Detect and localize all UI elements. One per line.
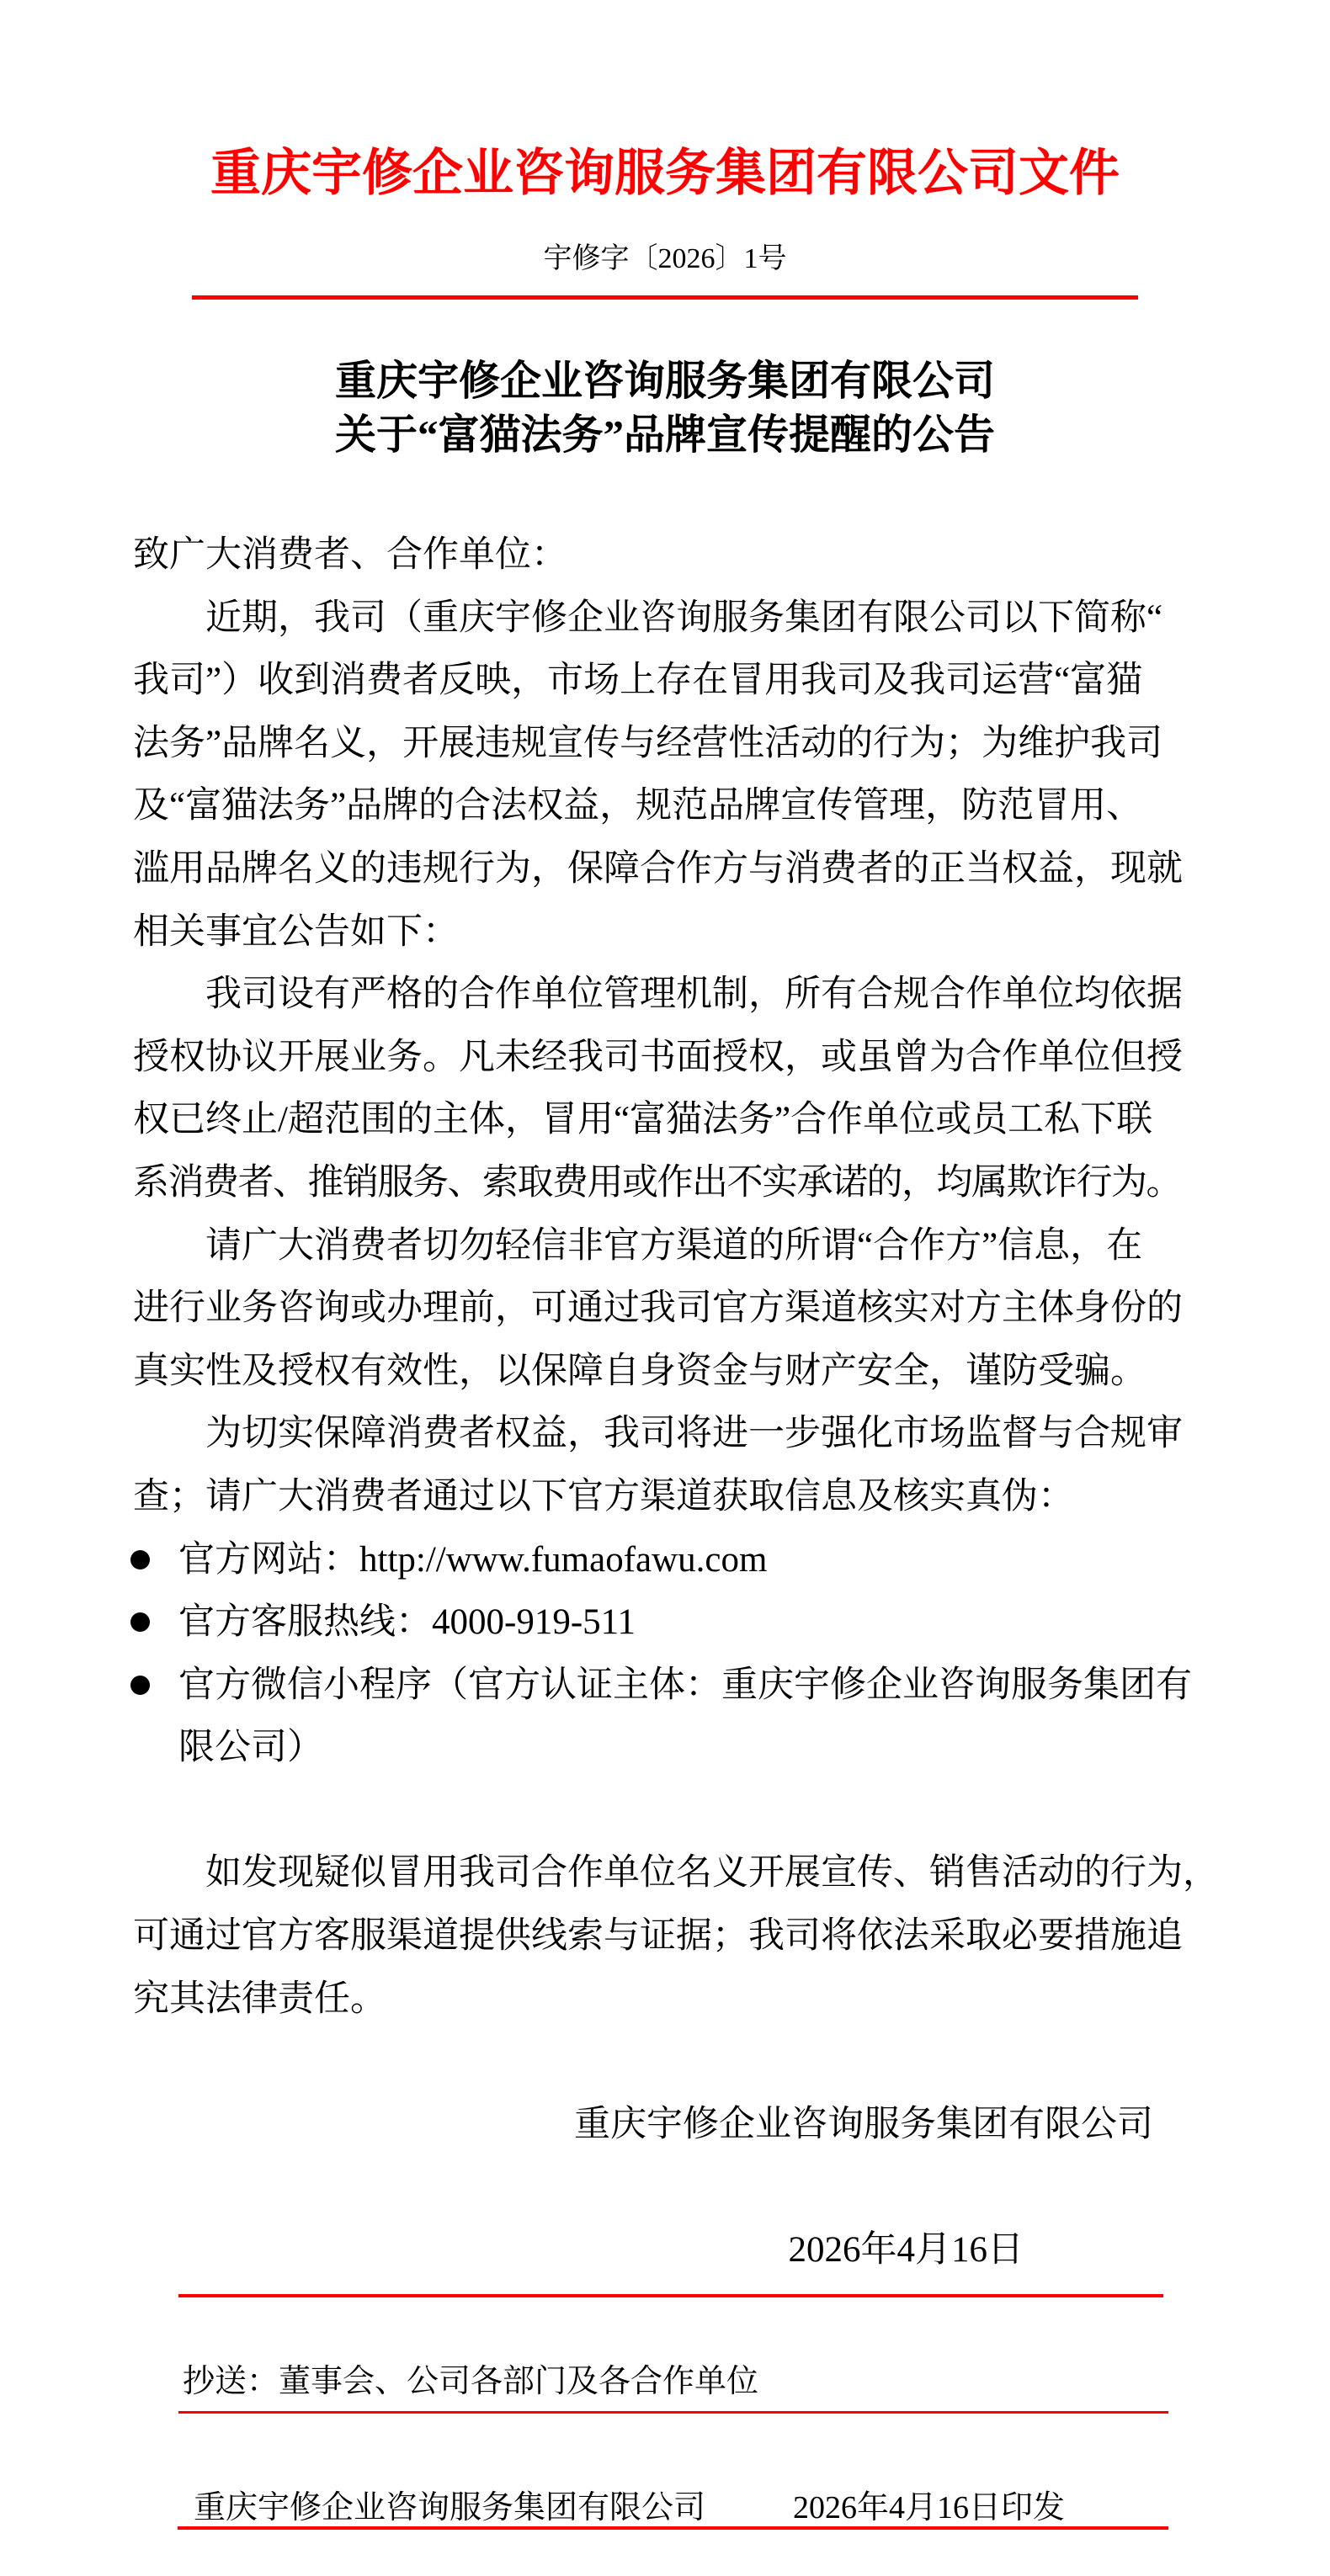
channel-item-hotline: [133, 1591, 1185, 1654]
paragraph-line: 滥用品牌名义的违规行为，保障合作方与消费者的正当权益，现就: [133, 848, 1183, 889]
website-url: http://www.fumaofawu.com: [359, 1539, 768, 1580]
paragraph-line: 进行业务咨询或办理前，可通过我司官方渠道核实对方主体身份的: [133, 1288, 1183, 1329]
paragraph-line: 究其法律责任。: [133, 1978, 386, 2019]
cc-label: 抄送：: [183, 2364, 279, 2399]
paragraph-line: 法务”品牌名义，开展违规宣传与经营性活动的行为；为维护我司: [133, 723, 1163, 763]
letterhead-title: 重庆宇修企业咨询服务集团有限公司文件: [210, 146, 1120, 201]
paragraph-line: 我司”）收到消费者反映，市场上存在冒用我司及我司运营“富猫: [133, 661, 1143, 701]
channel-item-mini-program: [133, 1654, 1192, 1718]
issue-date: 2026年4月16日印发: [793, 2490, 1066, 2526]
paragraph-line: 系消费者、推销服务、索取费用或作出不实承诺的，均属欺诈行为。: [133, 1162, 1181, 1203]
paragraph-line: 及“富猫法务”品牌的合法权益，规范品牌宣传管理，防范冒用、: [133, 786, 1143, 826]
channel-label: 官方网站：: [178, 1539, 359, 1580]
footer-red-rule-middle: [178, 2411, 1168, 2414]
channel-text-continuation: 限公司）: [178, 1728, 323, 1768]
header-red-rule: [192, 295, 1138, 300]
footer-red-rule-bottom: [178, 2526, 1168, 2530]
official-channels-list: [133, 1529, 1192, 1780]
paragraph-4: [133, 1403, 1185, 1528]
blank-line: [133, 1780, 1185, 1843]
paragraph-line: 查；请广大消费者通过以下官方渠道获取信息及核实真伪：: [133, 1476, 1074, 1516]
paragraph-3: [133, 1215, 1185, 1404]
notice-title: [0, 354, 1330, 462]
salutation: 致广大消费者、合作单位：: [133, 535, 567, 575]
issuer-name: 重庆宇修企业咨询服务集团有限公司: [194, 2490, 706, 2526]
signature-date: 2026年4月16日: [788, 2230, 1024, 2271]
blank-line: [133, 2031, 1185, 2094]
paragraph-line: 真实性及授权有效性，以保障自身资金与财产安全，谨防受骗。: [133, 1351, 1146, 1391]
channel-text: 官方微信小程序（官方认证主体：重庆宇修企业咨询服务集团有: [178, 1665, 1192, 1705]
notice-body: [133, 524, 1219, 2282]
paragraph-line: 请广大消费者切勿轻信非官方渠道的所谓“合作方”信息，在: [205, 1225, 1143, 1266]
paragraph-2: [133, 964, 1185, 1214]
notice-title-line-1: 重庆宇修企业咨询服务集团有限公司: [334, 358, 995, 404]
notice-title-line-2: 关于“富猫法务”品牌宣传提醒的公告: [334, 412, 995, 458]
cc-line: [183, 2361, 758, 2403]
paragraph-line: 为切实保障消费者权益，我司将进一步强化市场监督与合规审: [205, 1414, 1183, 1454]
blank-line: [133, 2156, 1185, 2219]
paragraph-line: 近期，我司（重庆宇修企业咨询服务集团有限公司以下简称“: [205, 598, 1163, 638]
paragraph-line: 如发现疑似冒用我司合作单位名义开展宣传、销售活动的行为，: [205, 1853, 1219, 1893]
paragraph-line: 我司设有严格的合作单位管理机制，所有合规合作单位均依据: [205, 975, 1183, 1015]
paragraph-line: 相关事宜公告如下：: [133, 911, 459, 952]
hotline-number: 4000-919-511: [432, 1602, 636, 1643]
bullet-dot-icon: [130, 1612, 150, 1632]
paragraph-line: 授权协议开展业务。凡未经我司书面授权，或虽曾为合作单位但授: [133, 1037, 1183, 1077]
document-number: 宇修字〔2026〕1号: [543, 243, 787, 274]
channel-item-website: [133, 1529, 1185, 1592]
paragraph-1: [133, 587, 1185, 964]
footer-red-rule-top: [178, 2294, 1163, 2297]
closing-paragraph: [133, 1842, 1219, 2031]
bullet-dot-icon: [130, 1550, 150, 1570]
cc-recipients: 董事会、公司各部门及各合作单位: [279, 2364, 759, 2399]
paragraph-line: 权已终止/超范围的主体，冒用“富猫法务”合作单位或员工私下联: [133, 1100, 1153, 1140]
paragraph-line: 可通过官方客服渠道提供线索与证据；我司将依法采取必要措施追: [133, 1916, 1183, 1957]
channel-label: 官方客服热线：: [178, 1602, 432, 1643]
bullet-dot-icon: [130, 1676, 150, 1695]
signature-company: 重庆宇修企业咨询服务集团有限公司: [574, 2104, 1153, 2144]
